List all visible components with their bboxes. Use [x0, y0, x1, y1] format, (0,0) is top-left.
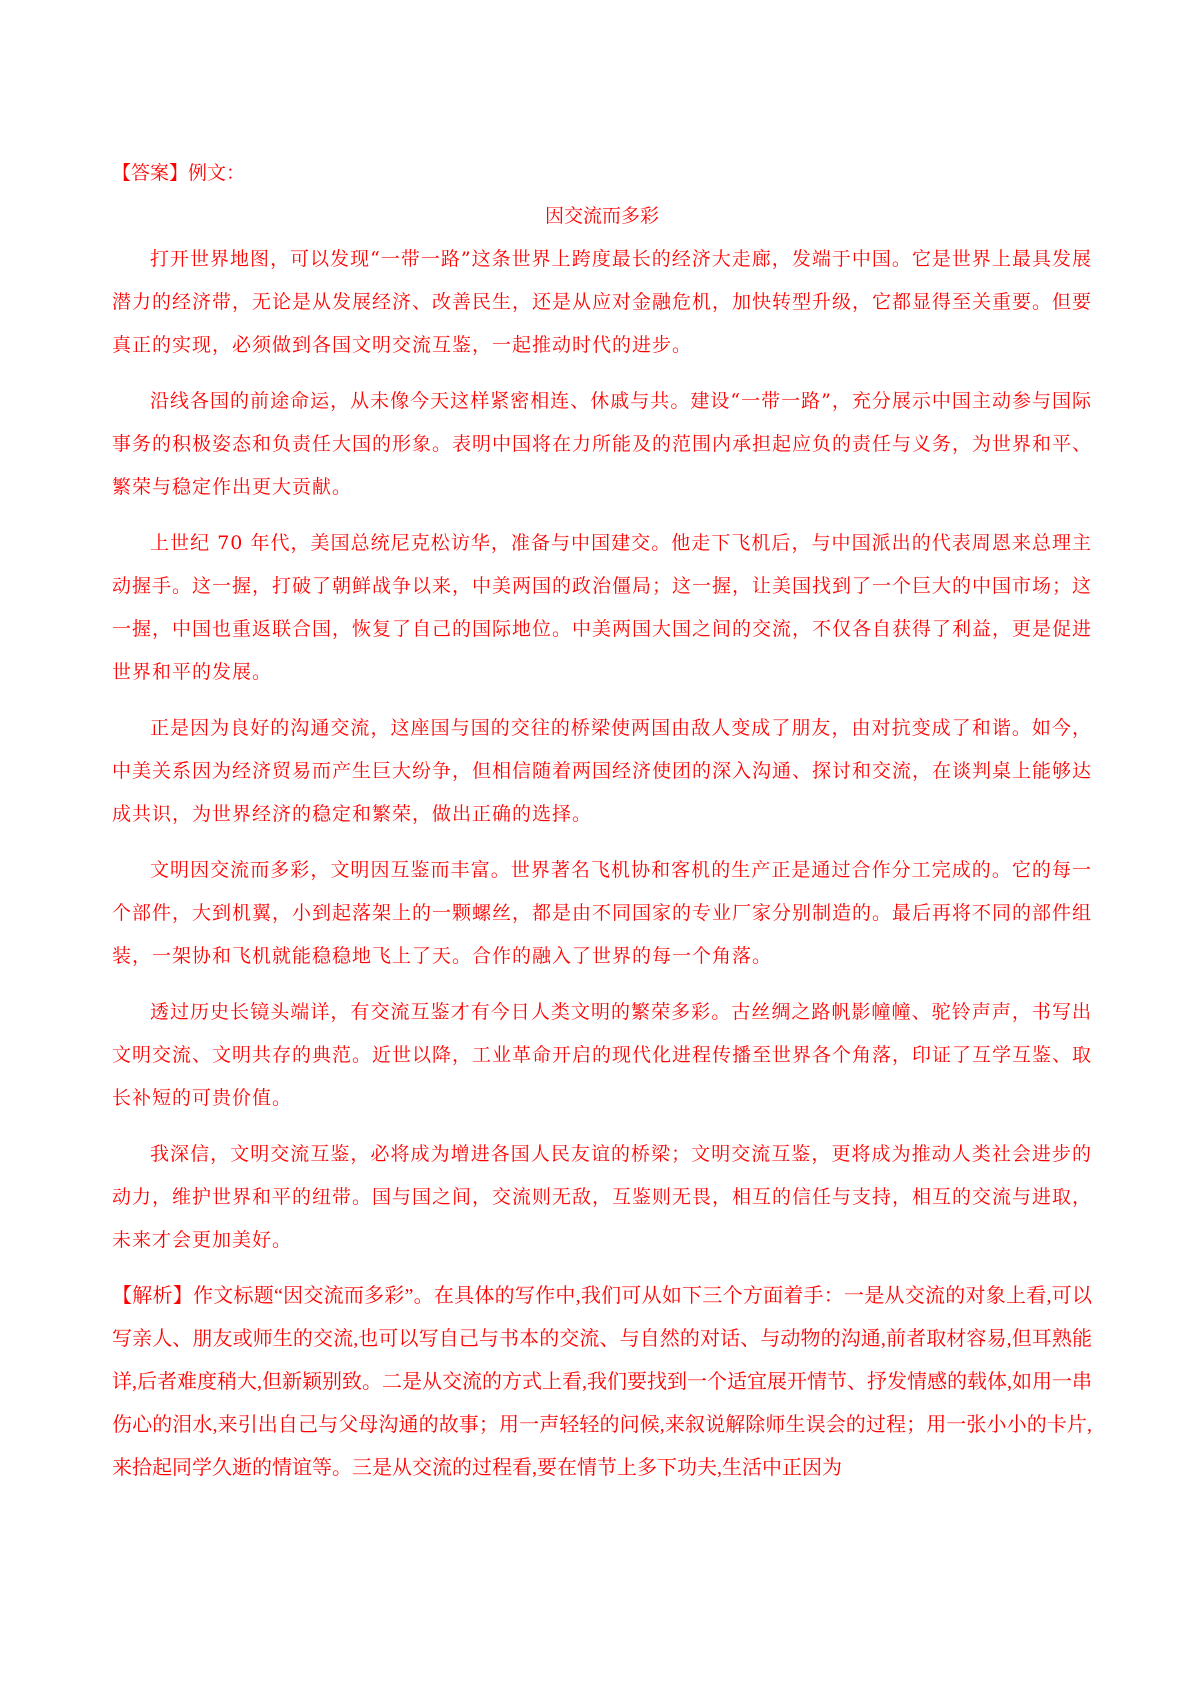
- analysis-paragraph: 【解析】作文标题“因交流而多彩”。在具体的写作中,我们可从如下三个方面着手：一是从交流的对象上看,可以写亲人、朋友或师生的交流,也可以写自己与书本的交流、与自然的对话、与动物的沟通,前者取材容易,但耳熟能详,后者难度稍大,但新颖别致。二是从交流的方式上看,我们要找到一个适宜展开情节、抒发情感的载体,如用一串伤心的泪水,来引出自己与父母沟通的故事；用一声轻轻的问候,来叙说解除师生误会的过程；用一张小小的卡片,来拾起同学久逝的情谊等。三是从交流的过程看,要在情节上多下功夫,生活中正因为: [112, 1285, 1092, 1479]
- answer-heading: 【答案】例文：: [112, 163, 246, 184]
- essay-paragraph: 沿线各国的前途命运，从未像今天这样紧密相连、休戚与共。建设“一带一路”，充分展示中国主动参与国际事务的积极姿态和负责任大国的形象。表明中国将在力所能及的范围内承担起应负的责任与义务，为世界和平、繁荣与稳定作出更大贡献。: [112, 390, 1093, 498]
- essay-paragraph: 透过历史长镜头端详，有交流互鉴才有今日人类文明的繁荣多彩。古丝绸之路帆影幢幢、驼铃声声，书写出文明交流、文明共存的典范。近世以降，工业革命开启的现代化进程传播至世界各个角落，印证了互学互鉴、取长补短的可贵价值。: [112, 1001, 1093, 1109]
- essay-paragraph: 上世纪 70 年代，美国总统尼克松访华，准备与中国建交。他走下飞机后，与中国派出的代表周恩来总理主动握手。这一握，打破了朝鲜战争以来，中美两国的政治僵局；这一握，让美国找到了一个巨大的中国市场；这一握，中国也重返联合国，恢复了自己的国际地位。中美两国大国之间的交流，不仅各自获得了利益，更是促进世界和平的发展。: [112, 532, 1093, 683]
- essay-paragraph: 正是因为良好的沟通交流，这座国与国的交往的桥梁使两国由敌人变成了朋友，由对抗变成了和谐。如今，中美关系因为经济贸易而产生巨大纷争，但相信随着两国经济使团的深入沟通、探讨和交流，在谈判桌上能够达成共识，为世界经济的稳定和繁荣，做出正确的选择。: [112, 717, 1093, 825]
- document-body: [112, 152, 1092, 1490]
- essay-paragraph: 文明因交流而多彩，文明因互鉴而丰富。世界著名飞机协和客机的生产正是通过合作分工完成的。它的每一个部件，大到机翼，小到起落架上的一颗螺丝，都是由不同国家的专业厂家分别制造的。最后再将不同的部件组装，一架协和飞机就能稳稳地飞上了天。合作的融入了世界的每一个角落。: [112, 859, 1093, 967]
- essay-paragraph: 我深信，文明交流互鉴，必将成为增进各国人民友谊的桥梁；文明交流互鉴，更将成为推动人类社会进步的动力，维护世界和平的纽带。国与国之间，交流则无敌，互鉴则无畏，相互的信任与支持，相互的交流与进取，未来才会更加美好。: [112, 1143, 1093, 1251]
- essay-paragraph: 打开世界地图，可以发现“一带一路”这条世界上跨度最长的经济大走廊，发端于中国。它是世界上最具发展潜力的经济带，无论是从发展经济、改善民生，还是从应对金融危机，加快转型升级，它都显得至关重要。但要真正的实现，必须做到各国文明交流互鉴，一起推动时代的进步。: [112, 248, 1093, 356]
- essay-title: 因交流而多彩: [544, 205, 659, 227]
